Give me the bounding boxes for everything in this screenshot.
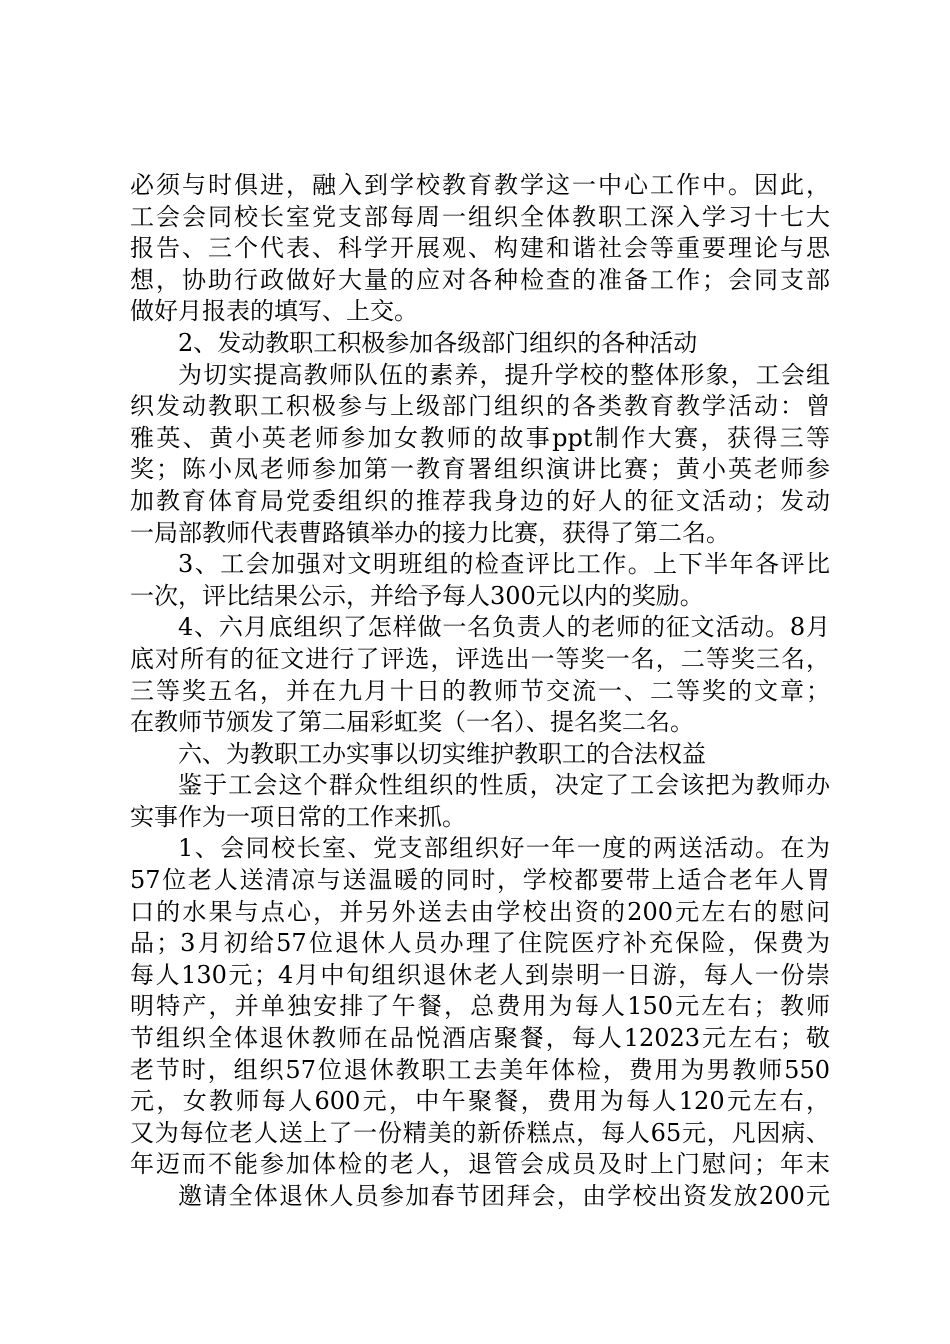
text-line: 老节时，组织57位退休教职工去美年体检，费用为男教师550 (130, 1055, 830, 1084)
text-line: 4、六月底组织了怎样做一名负责人的老师的征文活动。8月 (178, 613, 830, 642)
text-line: 工会会同校长室党支部每周一组织全体教职工深入学习十七大 (130, 202, 830, 231)
text-line: 一局部教师代表曹路镇举办的接力比赛，获得了第二名。 (130, 518, 730, 547)
text-line: 实事作为一项日常的工作来抓。 (130, 802, 466, 831)
text-line: 做好月报表的填写、上交。 (130, 297, 418, 326)
text-line: 织发动教职工积极参与上级部门组织的各类教育教学活动：曾 (130, 392, 830, 421)
text-line: 1、会同校长室、党支部组织好一年一度的两送活动。在为 (178, 834, 830, 863)
body-text (130, 170, 830, 1213)
text-line: 在教师节颁发了第二届彩虹奖（一名）、提名奖二名。 (130, 708, 694, 737)
text-line: 品；3月初给57位退休人员办理了住院医疗补充保险，保费为 (130, 929, 830, 958)
text-line: 又为每位老人送上了一份精美的新侨糕点，每人65元，凡因病、 (130, 1118, 830, 1147)
text-line: 三等奖五名，并在九月十日的教师节交流一、二等奖的文章； (130, 676, 830, 705)
section-heading: 六、为教职工办实事以切实维护教职工的合法权益 (178, 739, 706, 768)
text-line: 奖；陈小凤老师参加第一教育署组织演讲比赛；黄小英老师参 (130, 455, 830, 484)
text-line: 底对所有的征文进行了评选，评选出一等奖一名，二等奖三名， (130, 644, 830, 673)
text-line: 加教育体育局党委组织的推荐我身边的好人的征文活动；发动 (130, 486, 830, 515)
text-line: 元，女教师每人600元，中午聚餐，费用为每人120元左右， (130, 1087, 830, 1116)
section-heading: 2、发动教职工积极参加各级部门组织的各种活动 (178, 328, 698, 357)
text-line: 为切实提高教师队伍的素养，提升学校的整体形象，工会组 (178, 360, 830, 389)
text-line: 想，协助行政做好大量的应对各种检查的准备工作；会同支部 (130, 265, 830, 294)
text-line: 节组织全体退休教师在品悦酒店聚餐，每人12023元左右；敬 (130, 1024, 830, 1053)
text-line: 口的水果与点心，并另外送去由学校出资的200元左右的慰问 (130, 897, 830, 926)
text-line: 3、工会加强对文明班组的检查评比工作。上下半年各评比 (178, 550, 830, 579)
text-line: 邀请全体退休人员参加春节团拜会，由学校出资发放200元 (178, 1182, 830, 1210)
text-line: 雅英、黄小英老师参加女教师的故事ppt制作大赛，获得三等 (130, 423, 830, 452)
text-line: 年迈而不能参加体检的老人，退管会成员及时上门慰问；年末 (130, 1150, 830, 1179)
text-line: 报告、三个代表、科学开展观、构建和谐社会等重要理论与思 (130, 234, 830, 263)
text-line: 必须与时俱进，融入到学校教育教学这一中心工作中。因此， (130, 171, 830, 199)
text-line: 57位老人送清凉与送温暖的同时，学校都要带上适合老年人胃 (130, 866, 830, 895)
text-line: 每人130元；4月中旬组织退休老人到崇明一日游，每人一份崇 (130, 960, 830, 989)
text-line: 鉴于工会这个群众性组织的性质，决定了工会该把为教师办 (178, 771, 830, 800)
text-line: 一次，评比结果公示，并给予每人300元以内的奖励。 (130, 581, 704, 610)
text-line: 明特产，并单独安排了午餐，总费用为每人150元左右；教师 (130, 992, 830, 1021)
